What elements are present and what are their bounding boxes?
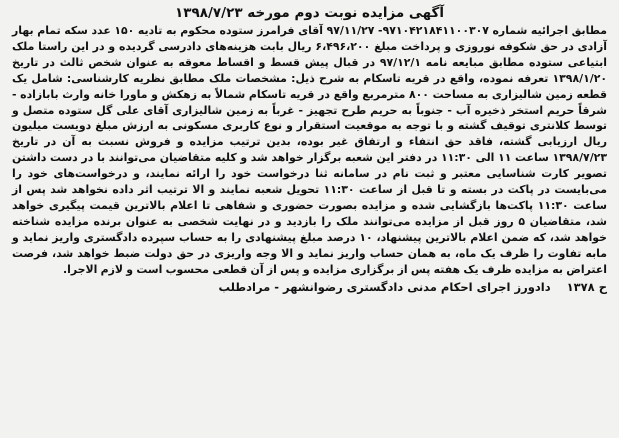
notice-title: آگهی مزایده نوبت دوم مورخه ۱۳۹۸/۷/۲۳: [175, 5, 444, 21]
signature-code: ح ۱۳۷۸: [566, 279, 607, 294]
notice-body: مطابق اجرائیه شماره ۹۷۱۰۴۲۱۸۴۱۱۰۰۳۰۷- ۹۷/۱۱/۲۷ آقای فرامرز ستوده محکوم به تادیه ۱۵۰ عدد سکه تمام بهار آزادی در حق شکوفه نوروزی و پرداخت مبلغ ۶،۴۹۶،۲۰۰ ریال بابت هزینه‌های دادرسی گردیده و در این راستا ملک ابتیاعی ستوده مطابق مبایعه نامه ۹۷/۱۲/۱ در قبال پیش قسط و اقساط معوقه به عنوان شخص ثالث در تاریخ ۱۳۹۸/۱/۲۰ تعرفه نموده، واقع در قریه تاسکام به شرح ذیل: مشخصات ملک مطابق نظریه کارشناسی: شامل یک قطعه زمین شالیزاری به مساحت ۸۰۰ مترمربع واقع در قریه تاسکام شمالاً به زهکش و ماورا خانه وارث بابازاده - شرقاً حریم استخر ذخیره آب - جنوباً به حریم طرح تجهیز - غرباً به زمین شالیزاری آقای علی گل ستوده متصل و توسط کلانتری توقیف گشته و با توجه به موقعیت استقرار و نوع کاربری مسکونی به ارزش مبلغ دویست میلیون ریال ارزیابی گشته، فاقد حق انتفاء و ارتفاق غیر بوده، بدین ترتیب مزایده و فروش نسبت به آن در تاریخ ۱۳۹۸/۷/۲۳ ساعت ۱۱ الی ۱۱:۳۰ در دفتر این شعبه برگزار خواهد شد و کلیه متقاضیان می‌توانند با در دست داشتن تصویر کارت شناسایی معتبر و ثبت نام در سامانه ثنا درخواست خود را ارائه نمایند، و درخواست‌های خود را می‌بایست در پاکت در بسته و تا قبل از ساعت ۱۱:۳۰ تحویل شعبه نمایند و الا ترتیب اثر داده نخواهد شد پس از ساعت ۱۱:۳۰ پاکت‌ها بازگشایی شده و مزایده بصورت حضوری و شفاهی تا اعلام بالاترین قیمت پیگیری خواهد شد، متقاضیان ۵ روز قبل از مزایده می‌توانند ملک را بازدید و در نهایت شخصی به عنوان برنده مزایده شناخته خواهد شد، که ضمن اعلام بالاترین پیشنهاد، ۱۰ درصد مبلغ پیشنهادی را به حساب سپرده دادگستری واریز نماید و مابه تفاوت را ظرف یک ماه، به همان حساب واریز نماید و الا وجه واریزی در حق دولت ضبط خواهد شد، فرصت اعتراض به مزایده ظرف یک هفته پس از برگزاری مزایده و پس از آن قطعی محسوب است و لازم الاجرا.: [12, 24, 608, 276]
notice-signature-line: [12, 279, 607, 295]
signature-text: دادورز اجرای احکام مدنی دادگستری رضوانشهر - مرادطلب: [218, 279, 551, 294]
auction-notice: [4, 2, 615, 434]
